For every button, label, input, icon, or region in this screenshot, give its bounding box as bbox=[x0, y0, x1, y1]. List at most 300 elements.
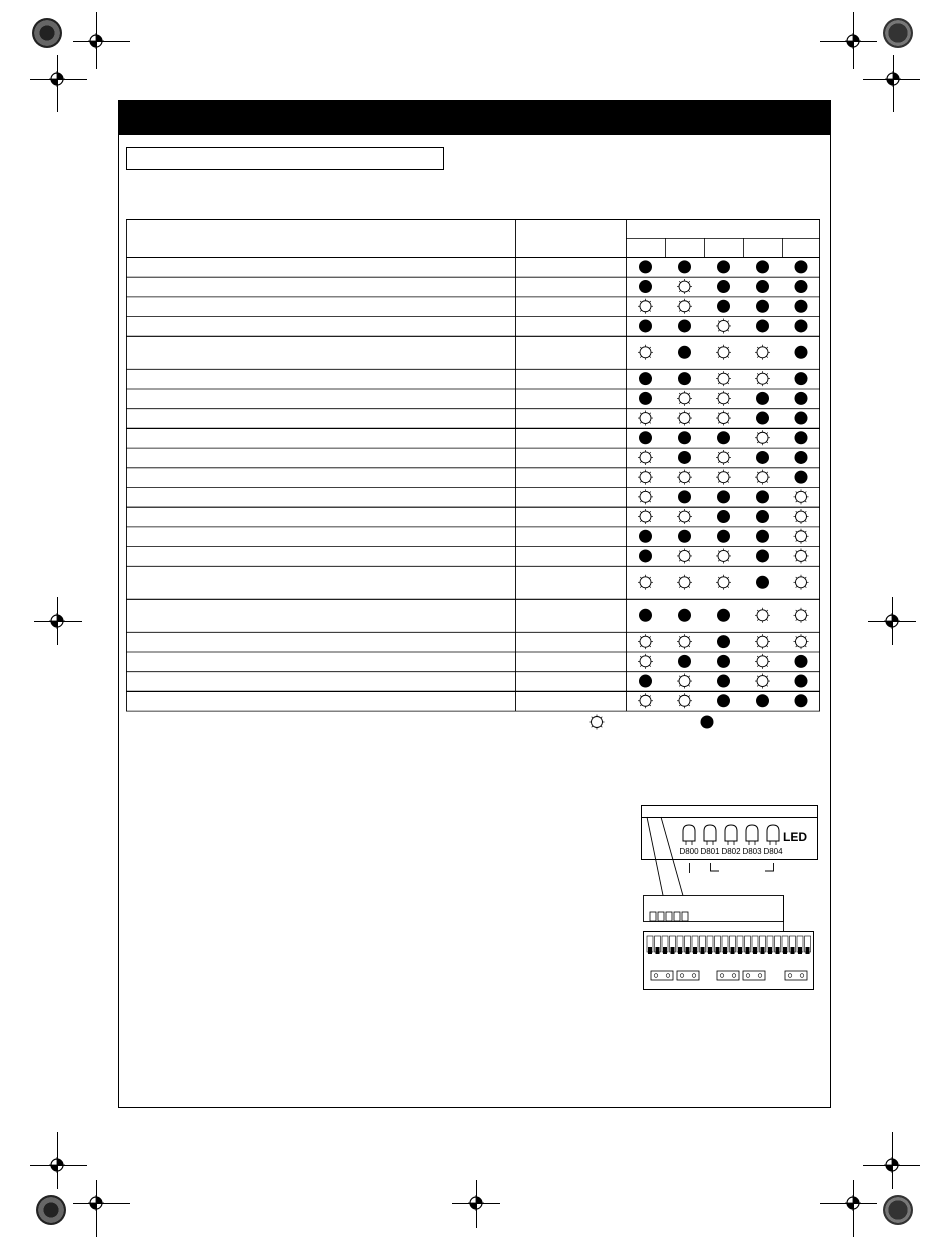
led-off-ray bbox=[649, 347, 650, 348]
led-off-ray bbox=[688, 520, 689, 521]
led-off-ray bbox=[757, 347, 758, 348]
led-off-ray bbox=[601, 726, 602, 727]
bracket-line bbox=[765, 863, 774, 871]
led-off-ray bbox=[718, 402, 719, 403]
registration-mark-icon bbox=[884, 1157, 900, 1173]
led-on-icon bbox=[795, 451, 808, 464]
led-off-icon bbox=[677, 411, 692, 426]
led-off-ray bbox=[766, 685, 767, 686]
led-off-ray bbox=[679, 472, 680, 473]
led-off-ray bbox=[649, 636, 650, 637]
led-off-ray bbox=[688, 310, 689, 311]
led-off-ray bbox=[679, 413, 680, 414]
led-off-ring bbox=[679, 676, 690, 687]
terminal-screw bbox=[686, 947, 690, 954]
led-off-ring bbox=[718, 393, 729, 404]
led-off-ray bbox=[679, 685, 680, 686]
led-off-ray bbox=[757, 685, 758, 686]
led-on-icon bbox=[717, 431, 730, 444]
led-on-icon bbox=[756, 576, 769, 589]
led-off-ray bbox=[679, 393, 680, 394]
led-on-icon bbox=[795, 392, 808, 405]
led-off-ray bbox=[757, 665, 758, 666]
led-off-ray bbox=[796, 610, 797, 611]
led-off-icon bbox=[677, 279, 692, 294]
led-off-ring bbox=[679, 301, 690, 312]
led-on-icon bbox=[717, 280, 730, 293]
led-on-icon bbox=[678, 319, 691, 332]
led-off-ring bbox=[679, 281, 690, 292]
led-off-ray bbox=[679, 646, 680, 647]
led-off-ray bbox=[640, 356, 641, 357]
led-on-icon bbox=[717, 675, 730, 688]
led-off-ray bbox=[688, 685, 689, 686]
led-off-ray bbox=[592, 726, 593, 727]
led-off-ray bbox=[796, 520, 797, 521]
led-off-ray bbox=[805, 551, 806, 552]
led-off-ring bbox=[796, 531, 807, 542]
led-off-ray bbox=[727, 347, 728, 348]
led-off-ray bbox=[649, 301, 650, 302]
led-on-icon bbox=[678, 609, 691, 622]
led-on-icon bbox=[639, 675, 652, 688]
led-off-ring bbox=[757, 610, 768, 621]
led-off-ray bbox=[649, 461, 650, 462]
led-caption: LED bbox=[783, 830, 807, 844]
led-on-icon bbox=[756, 260, 769, 273]
terminal-screw bbox=[656, 947, 660, 954]
led-off-ring bbox=[640, 695, 651, 706]
led-on-icon bbox=[639, 530, 652, 543]
board-led-icon bbox=[674, 912, 680, 921]
terminal-screw bbox=[806, 947, 810, 954]
led-on-icon bbox=[639, 549, 652, 562]
led-off-ray bbox=[718, 577, 719, 578]
led-off-ray bbox=[757, 636, 758, 637]
led-off-ray bbox=[679, 290, 680, 291]
led-off-icon bbox=[794, 509, 809, 524]
terminal-screw bbox=[776, 947, 780, 954]
led-off-ring bbox=[640, 577, 651, 588]
led-on-icon bbox=[678, 530, 691, 543]
led-off-ray bbox=[757, 442, 758, 443]
led-off-ray bbox=[757, 481, 758, 482]
led-on-icon bbox=[795, 260, 808, 273]
led-off-icon bbox=[638, 489, 653, 504]
led-off-ring bbox=[679, 472, 690, 483]
led-off-ray bbox=[718, 551, 719, 552]
terminal-screw bbox=[663, 947, 667, 954]
led-on-icon bbox=[795, 300, 808, 313]
led-off-icon bbox=[716, 318, 731, 333]
led-off-ray bbox=[640, 656, 641, 657]
led-off-ray bbox=[805, 560, 806, 561]
led-on-icon bbox=[756, 300, 769, 313]
led-off-icon bbox=[677, 634, 692, 649]
led-off-ray bbox=[640, 422, 641, 423]
led-on-icon bbox=[717, 655, 730, 668]
registration-mark-icon bbox=[49, 1157, 65, 1173]
led-bulb-icon bbox=[704, 825, 716, 841]
led-off-icon bbox=[755, 608, 770, 623]
led-off-ray bbox=[805, 636, 806, 637]
led-off-ray bbox=[766, 383, 767, 384]
led-off-ray bbox=[796, 492, 797, 493]
led-off-icon bbox=[638, 693, 653, 708]
led-on-icon bbox=[639, 609, 652, 622]
led-off-ray bbox=[718, 413, 719, 414]
registration-mark-icon bbox=[49, 613, 65, 629]
led-off-icon bbox=[716, 345, 731, 360]
led-off-icon bbox=[755, 345, 770, 360]
led-off-ray bbox=[688, 705, 689, 706]
led-off-ring bbox=[640, 413, 651, 424]
led-on-icon bbox=[795, 471, 808, 484]
led-label: D804 bbox=[763, 847, 783, 856]
led-off-ray bbox=[688, 422, 689, 423]
led-off-ray bbox=[796, 501, 797, 502]
led-off-icon bbox=[590, 715, 605, 730]
led-off-ray bbox=[688, 586, 689, 587]
crop-target-icon bbox=[36, 1195, 66, 1225]
led-off-ray bbox=[796, 577, 797, 578]
led-bulb-icon bbox=[746, 825, 758, 841]
led-on-icon bbox=[678, 451, 691, 464]
led-off-ray bbox=[688, 636, 689, 637]
led-off-ray bbox=[679, 301, 680, 302]
led-off-ray bbox=[718, 472, 719, 473]
led-on-icon bbox=[756, 549, 769, 562]
led-off-ray bbox=[688, 281, 689, 282]
led-off-ray bbox=[649, 656, 650, 657]
led-off-ring bbox=[718, 413, 729, 424]
led-off-ray bbox=[805, 646, 806, 647]
led-on-icon bbox=[717, 530, 730, 543]
board-led-icon bbox=[658, 912, 664, 921]
led-off-icon bbox=[716, 548, 731, 563]
led-off-ray bbox=[718, 373, 719, 374]
board-led-icon bbox=[666, 912, 672, 921]
led-off-ring bbox=[718, 373, 729, 384]
led-off-ray bbox=[727, 551, 728, 552]
led-off-ring bbox=[718, 472, 729, 483]
led-off-icon bbox=[638, 470, 653, 485]
led-off-ray bbox=[640, 347, 641, 348]
led-off-ring bbox=[679, 550, 690, 561]
led-status-table-grid bbox=[126, 219, 820, 712]
led-off-ray bbox=[640, 705, 641, 706]
led-off-ring bbox=[592, 717, 603, 728]
led-off-ray bbox=[688, 481, 689, 482]
led-off-ray bbox=[649, 695, 650, 696]
led-off-ring bbox=[640, 452, 651, 463]
led-off-ray bbox=[688, 413, 689, 414]
led-off-ray bbox=[727, 452, 728, 453]
led-off-ring bbox=[757, 347, 768, 358]
led-off-ray bbox=[805, 577, 806, 578]
led-on-icon bbox=[639, 319, 652, 332]
led-off-icon bbox=[677, 693, 692, 708]
terminal-screw bbox=[671, 947, 675, 954]
led-off-ray bbox=[796, 586, 797, 587]
led-on-icon bbox=[795, 280, 808, 293]
led-on-icon bbox=[756, 510, 769, 523]
led-off-ring bbox=[640, 656, 651, 667]
led-off-ray bbox=[649, 472, 650, 473]
led-off-ring bbox=[640, 301, 651, 312]
led-off-icon bbox=[638, 411, 653, 426]
crop-target-icon bbox=[883, 18, 913, 48]
registration-mark-icon bbox=[845, 1195, 861, 1211]
led-on-icon bbox=[717, 635, 730, 648]
led-off-ray bbox=[601, 717, 602, 718]
led-off-ring bbox=[718, 320, 729, 331]
led-off-ring bbox=[718, 577, 729, 588]
led-off-icon bbox=[638, 299, 653, 314]
led-off-ray bbox=[796, 531, 797, 532]
led-off-ray bbox=[718, 356, 719, 357]
led-off-ray bbox=[718, 461, 719, 462]
section-label-box bbox=[126, 147, 444, 170]
led-off-ray bbox=[766, 636, 767, 637]
registration-mark-icon bbox=[49, 71, 65, 87]
led-label: D800 bbox=[679, 847, 699, 856]
led-off-ray bbox=[679, 520, 680, 521]
led-off-icon bbox=[794, 489, 809, 504]
led-off-ring bbox=[679, 695, 690, 706]
led-off-ray bbox=[718, 330, 719, 331]
led-off-ray bbox=[727, 413, 728, 414]
led-off-ray bbox=[640, 577, 641, 578]
terminal-screw bbox=[738, 947, 742, 954]
led-off-ray bbox=[796, 646, 797, 647]
led-off-ray bbox=[727, 321, 728, 322]
led-off-ray bbox=[649, 586, 650, 587]
led-off-icon bbox=[677, 470, 692, 485]
terminal-screw bbox=[761, 947, 765, 954]
led-off-ring bbox=[757, 656, 768, 667]
led-on-icon bbox=[756, 490, 769, 503]
led-off-ray bbox=[757, 656, 758, 657]
led-on-icon bbox=[717, 300, 730, 313]
led-off-ray bbox=[718, 586, 719, 587]
led-off-ring bbox=[718, 347, 729, 358]
board-led-icon bbox=[650, 912, 656, 921]
led-off-icon bbox=[677, 575, 692, 590]
led-off-ray bbox=[766, 646, 767, 647]
led-off-icon bbox=[716, 575, 731, 590]
led-off-ring bbox=[718, 452, 729, 463]
terminal-screw bbox=[716, 947, 720, 954]
led-on-icon bbox=[639, 280, 652, 293]
led-off-ray bbox=[649, 452, 650, 453]
led-off-ray bbox=[688, 676, 689, 677]
led-off-ray bbox=[757, 356, 758, 357]
led-off-icon bbox=[716, 391, 731, 406]
page-title-bar bbox=[119, 101, 830, 135]
led-off-ray bbox=[640, 511, 641, 512]
led-off-ray bbox=[688, 402, 689, 403]
led-off-icon bbox=[716, 450, 731, 465]
led-off-ring bbox=[640, 472, 651, 483]
led-on-icon bbox=[639, 392, 652, 405]
led-off-ray bbox=[727, 586, 728, 587]
led-off-ray bbox=[679, 636, 680, 637]
led-off-ray bbox=[649, 501, 650, 502]
led-off-ray bbox=[718, 347, 719, 348]
led-off-ray bbox=[688, 646, 689, 647]
led-on-icon bbox=[717, 694, 730, 707]
led-off-ray bbox=[649, 665, 650, 666]
led-off-ray bbox=[805, 610, 806, 611]
led-off-ray bbox=[679, 310, 680, 311]
registration-mark-icon bbox=[885, 71, 901, 87]
led-off-icon bbox=[755, 430, 770, 445]
led-on-icon bbox=[717, 510, 730, 523]
led-off-ring bbox=[718, 550, 729, 561]
led-off-ray bbox=[688, 393, 689, 394]
led-off-ring bbox=[679, 413, 690, 424]
led-off-ray bbox=[649, 356, 650, 357]
led-off-ray bbox=[718, 481, 719, 482]
led-off-ray bbox=[688, 551, 689, 552]
led-off-ring bbox=[640, 636, 651, 647]
led-off-ray bbox=[679, 676, 680, 677]
led-off-icon bbox=[677, 391, 692, 406]
led-off-ray bbox=[757, 472, 758, 473]
led-on-icon bbox=[795, 372, 808, 385]
led-on-icon bbox=[795, 412, 808, 425]
led-off-icon bbox=[638, 575, 653, 590]
led-off-ray bbox=[688, 511, 689, 512]
led-on-icon bbox=[795, 694, 808, 707]
led-off-ring bbox=[640, 491, 651, 502]
led-off-ray bbox=[727, 472, 728, 473]
terminal-screw bbox=[708, 947, 712, 954]
led-off-icon bbox=[755, 371, 770, 386]
led-on-icon bbox=[795, 431, 808, 444]
led-off-icon bbox=[755, 470, 770, 485]
led-off-ray bbox=[727, 560, 728, 561]
led-on-icon bbox=[795, 675, 808, 688]
led-off-ray bbox=[640, 413, 641, 414]
terminal-screw bbox=[783, 947, 787, 954]
led-bulb-icon bbox=[767, 825, 779, 841]
terminal-screw bbox=[648, 947, 652, 954]
led-on-icon bbox=[678, 490, 691, 503]
document-page bbox=[118, 100, 831, 1108]
led-on-icon bbox=[795, 346, 808, 359]
led-off-ray bbox=[640, 695, 641, 696]
led-off-ray bbox=[718, 321, 719, 322]
led-off-icon bbox=[638, 634, 653, 649]
led-off-ray bbox=[640, 586, 641, 587]
led-on-icon bbox=[639, 260, 652, 273]
led-off-icon bbox=[794, 529, 809, 544]
led-off-icon bbox=[638, 509, 653, 524]
led-off-ray bbox=[757, 432, 758, 433]
led-off-ring bbox=[796, 636, 807, 647]
led-off-icon bbox=[794, 634, 809, 649]
led-off-ring bbox=[679, 636, 690, 647]
led-off-icon bbox=[638, 450, 653, 465]
registration-mark-icon bbox=[468, 1195, 484, 1211]
led-off-ray bbox=[640, 452, 641, 453]
terminal-screw bbox=[723, 947, 727, 954]
led-off-ray bbox=[766, 347, 767, 348]
led-off-ray bbox=[688, 472, 689, 473]
led-off-ray bbox=[592, 717, 593, 718]
registration-mark-icon bbox=[884, 613, 900, 629]
led-off-ray bbox=[718, 560, 719, 561]
led-on-icon bbox=[795, 655, 808, 668]
led-off-ray bbox=[796, 511, 797, 512]
led-off-ring bbox=[796, 491, 807, 502]
led-on-icon bbox=[756, 694, 769, 707]
led-off-ray bbox=[679, 422, 680, 423]
led-off-ray bbox=[757, 610, 758, 611]
led-off-ray bbox=[805, 492, 806, 493]
led-off-icon bbox=[755, 674, 770, 689]
board-led-icon bbox=[682, 912, 688, 921]
led-off-ray bbox=[805, 511, 806, 512]
led-on-icon bbox=[756, 319, 769, 332]
terminal-screw bbox=[768, 947, 772, 954]
led-off-ray bbox=[718, 452, 719, 453]
led-off-ray bbox=[640, 481, 641, 482]
registration-mark-icon bbox=[88, 1195, 104, 1211]
led-off-ray bbox=[649, 422, 650, 423]
led-off-ray bbox=[727, 577, 728, 578]
led-off-ray bbox=[766, 656, 767, 657]
led-off-ray bbox=[640, 501, 641, 502]
led-off-ray bbox=[640, 646, 641, 647]
led-off-ray bbox=[727, 481, 728, 482]
led-on-icon bbox=[717, 490, 730, 503]
led-off-ray bbox=[766, 432, 767, 433]
led-off-icon bbox=[677, 674, 692, 689]
led-off-ray bbox=[679, 586, 680, 587]
led-off-ring bbox=[796, 577, 807, 588]
led-on-icon bbox=[756, 530, 769, 543]
led-off-ring bbox=[796, 610, 807, 621]
led-off-ray bbox=[649, 577, 650, 578]
led-off-ring bbox=[640, 347, 651, 358]
led-off-ray bbox=[766, 481, 767, 482]
led-off-ray bbox=[766, 665, 767, 666]
led-off-ray bbox=[805, 540, 806, 541]
led-off-icon bbox=[677, 548, 692, 563]
led-off-ray bbox=[640, 301, 641, 302]
led-off-ray bbox=[679, 402, 680, 403]
led-off-ray bbox=[688, 695, 689, 696]
terminal-screw bbox=[753, 947, 757, 954]
led-off-ray bbox=[718, 383, 719, 384]
led-on-icon bbox=[717, 260, 730, 273]
led-off-ray bbox=[688, 301, 689, 302]
led-off-ring bbox=[679, 393, 690, 404]
led-off-ring bbox=[679, 577, 690, 588]
led-off-icon bbox=[755, 634, 770, 649]
terminal-screw bbox=[798, 947, 802, 954]
led-off-icon bbox=[755, 654, 770, 669]
led-off-ring bbox=[796, 550, 807, 561]
led-off-ray bbox=[796, 551, 797, 552]
led-off-ring bbox=[640, 511, 651, 522]
led-off-ring bbox=[757, 676, 768, 687]
led-label: D801 bbox=[700, 847, 720, 856]
led-off-ray bbox=[679, 705, 680, 706]
